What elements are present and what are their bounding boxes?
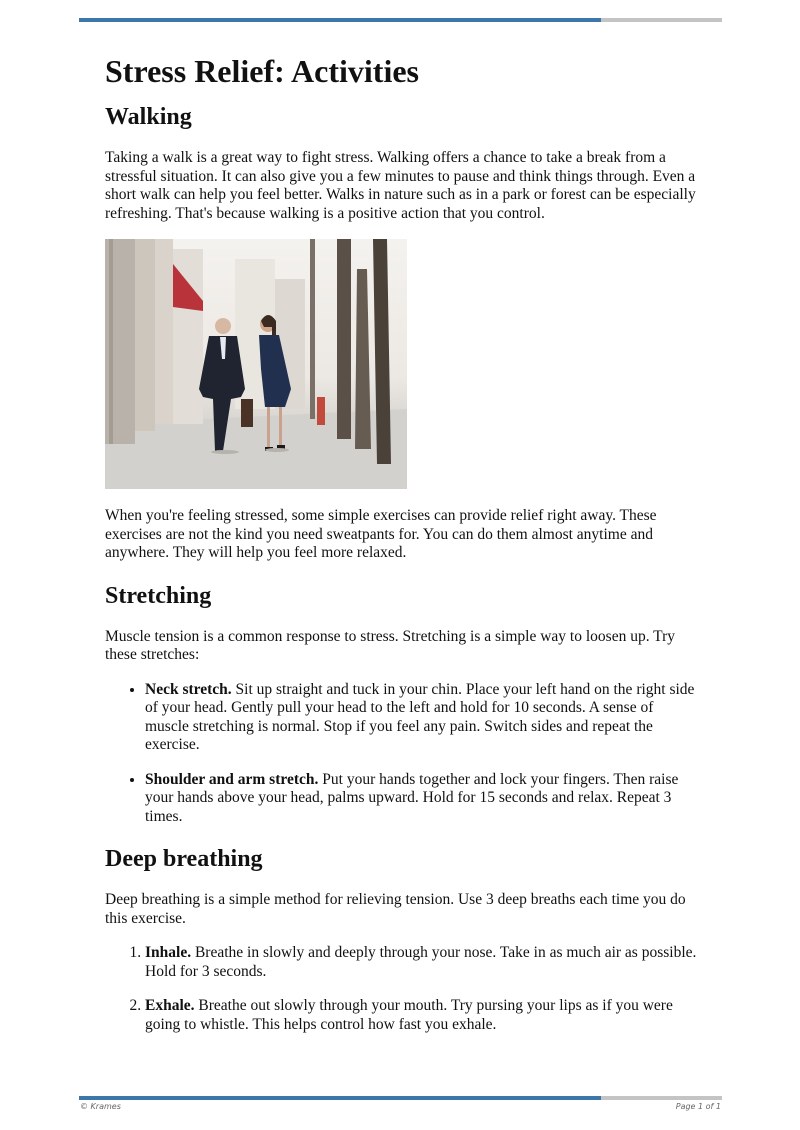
breathing-heading: Deep breathing xyxy=(105,846,263,873)
list-item-text: Breathe in slowly and deeply through your nose. Take in as much air as possible. Hold for 3 seconds. xyxy=(145,944,697,980)
list-item xyxy=(145,944,700,981)
bottom-rule xyxy=(79,1096,722,1100)
list-item xyxy=(145,771,700,827)
page-title: Stress Relief: Activities xyxy=(105,53,419,89)
walking-photo-illustration xyxy=(105,239,407,489)
list-item-text: Sit up straight and tuck in your chin. Place your left hand on the right side of your head. Gently pull your head to the left and hold for 10 seconds. A sense of muscle stretching is normal. Stop if you feel any pain. Switch sides and repeat the exercise. xyxy=(145,680,695,754)
exercises-paragraph: When you're feeling stressed, some simple exercises can provide relief right away. These exercises are not the kind you need sweatpants for. You can do them almost anytime and anywhere. They will help you feel more relaxed. xyxy=(105,507,657,562)
stretching-heading: Stretching xyxy=(105,582,212,609)
list-item-label: Neck stretch. xyxy=(145,680,232,698)
footer-copyright: © Krames xyxy=(80,1102,121,1111)
stretching-list xyxy=(105,681,700,827)
bottom-rule-gray xyxy=(601,1096,722,1100)
stretching-intro: Muscle tension is a common response to stress. Stretching is a simple way to loosen up. Try these stretches: xyxy=(105,627,676,664)
breathing-intro: Deep breathing is a simple method for relieving tension. Use 3 deep breaths each time you do this exercise. xyxy=(105,891,686,927)
walking-photo xyxy=(105,239,407,489)
list-item-label: Exhale. xyxy=(145,997,195,1015)
walking-paragraph: Taking a walk is a great way to fight stress. Walking offers a chance to take a break from a stressful situation. It can also give you a few minutes to pause and think things through. Even a short walk can help you feel better. Walks in nature such as in a park or forest can be especially refreshing. That's because walking is a positive action that you control. xyxy=(105,149,696,222)
list-item-text: Breathe out slowly through your mouth. Try pursing your lips as if you were going to whistle. This helps control how fast you exhale. xyxy=(145,997,673,1033)
top-rule-gray xyxy=(601,18,722,22)
list-item xyxy=(145,997,700,1034)
walking-heading: Walking xyxy=(105,104,192,131)
list-item-label: Shoulder and arm stretch. xyxy=(145,770,319,788)
list-item-text: Put your hands together and lock your fingers. Then raise your hands above your head, palms upward. Hold for 15 seconds and relax. Repeat 3 times. xyxy=(145,770,679,825)
list-item-label: Inhale. xyxy=(145,944,192,962)
breathing-list xyxy=(105,944,700,1034)
bottom-rule-accent xyxy=(79,1096,601,1100)
top-rule-accent xyxy=(79,18,601,22)
footer-page-number: Page 1 of 1 xyxy=(675,1102,721,1111)
list-item xyxy=(145,681,700,755)
top-rule xyxy=(79,18,722,22)
document-body xyxy=(105,52,700,1050)
